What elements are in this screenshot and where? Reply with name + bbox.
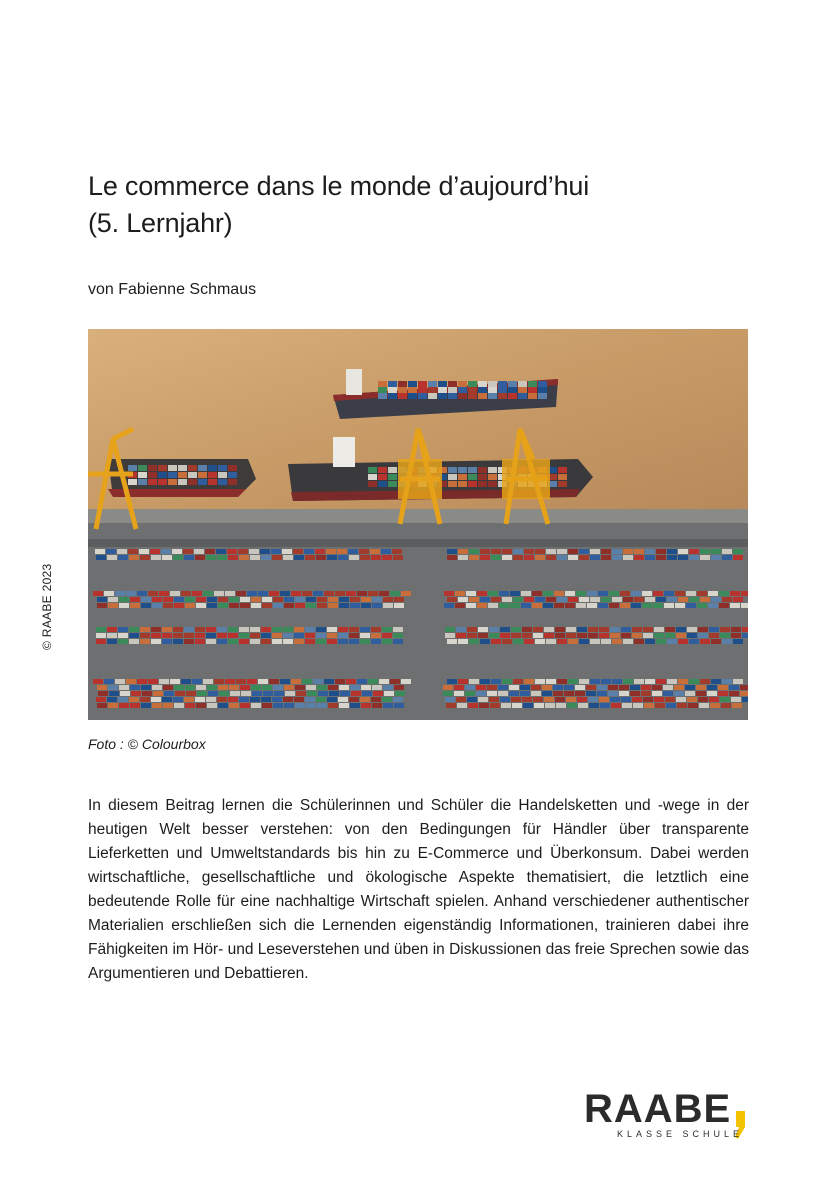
port-photo [88, 329, 748, 720]
document-title [88, 168, 788, 242]
logo-wordmark: RAABE [584, 1087, 732, 1131]
photo-caption: Foto : © Colourbox [88, 736, 206, 752]
author-line: von Fabienne Schmaus [88, 281, 257, 298]
title-line-1: Le commerce dans le monde d’aujourd’hui [88, 171, 589, 201]
body-paragraph: In diesem Beitrag lernen die Schülerinnen und Schüler die Handelsketten und -wege in der heutigen Welt besser verstehen: von den Bedingungen für Händler über transparente Lieferketten und Umweltstandards bis hin zu E-Commerce und Überkonsum. Dabei werden wirtschaftliche, gesellschaftliche und ökologische Aspekte thematisiert, die letztlich eine bedeutende Rolle für eine nachhaltige Wirtschaft spielen. Anhand verschiedener authentischer Materialien erschließen sich die Lernenden eigenständig Informationen, trainieren dabei ihre Fähigkeiten im Hör- und Leseverstehen und üben in Diskussionen das freie Sprechen sowie das Argumentieren und Debattieren. [88, 797, 749, 982]
copyright-sidebar: © RAABE 2023 [40, 563, 54, 650]
title-line-2: (5. Lernjahr) [88, 208, 233, 238]
logo-subtitle: KLASSE SCHULE [617, 1129, 744, 1139]
container-port-image [88, 329, 748, 720]
raabe-logo [584, 1087, 760, 1147]
